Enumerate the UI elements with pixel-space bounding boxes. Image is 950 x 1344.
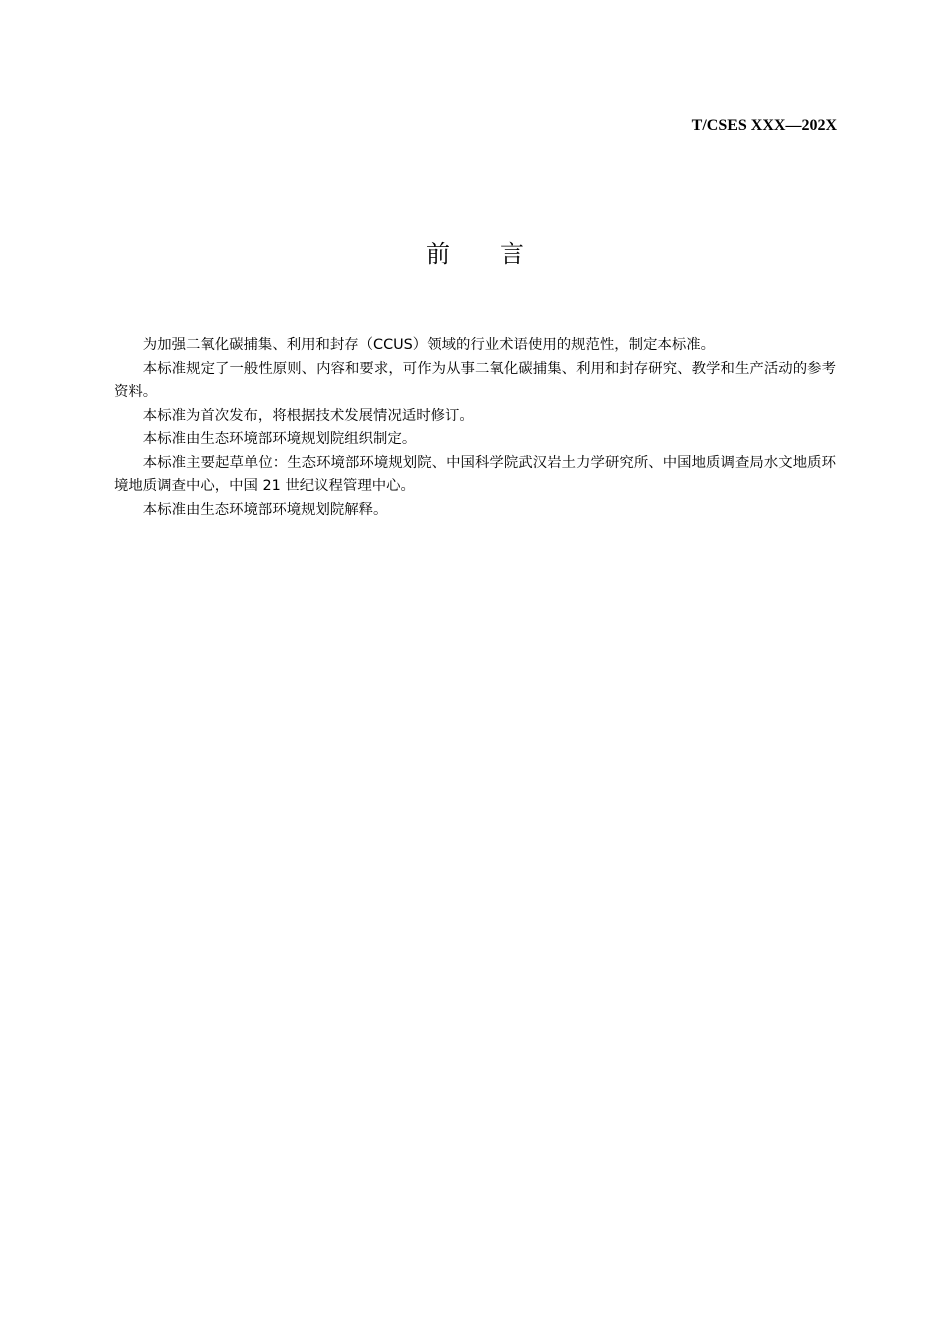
page-title <box>0 238 950 270</box>
paragraph-drafters: 本标准主要起草单位：生态环境部环境规划院、中国科学院武汉岩土力学研究所、中国地质调查局水文地质环境地质调查中心，中国 21 世纪议程管理中心。 <box>114 454 836 494</box>
paragraph-purpose: 为加强二氧化碳捕集、利用和封存（CCUS）领域的行业术语使用的规范性，制定本标准。 <box>142 337 716 353</box>
paragraph-release: 本标准为首次发布，将根据技术发展情况适时修订。 <box>142 407 474 424</box>
foreword-body <box>114 334 836 522</box>
document-code: T/CSES XXX—202X <box>691 117 837 134</box>
title-char-1: 前 <box>426 240 450 268</box>
paragraph-organizer: 本标准由生态环境部环境规划院组织制定。 <box>142 431 417 447</box>
paragraph-interpretation: 本标准由生态环境部环境规划院解释。 <box>142 501 388 518</box>
paragraph-scope: 本标准规定了一般性原则、内容和要求，可作为从事二氧化碳捕集、利用和封存研究、教学和生产活动的参考资料。 <box>114 360 836 400</box>
title-char-2: 言 <box>500 240 524 268</box>
